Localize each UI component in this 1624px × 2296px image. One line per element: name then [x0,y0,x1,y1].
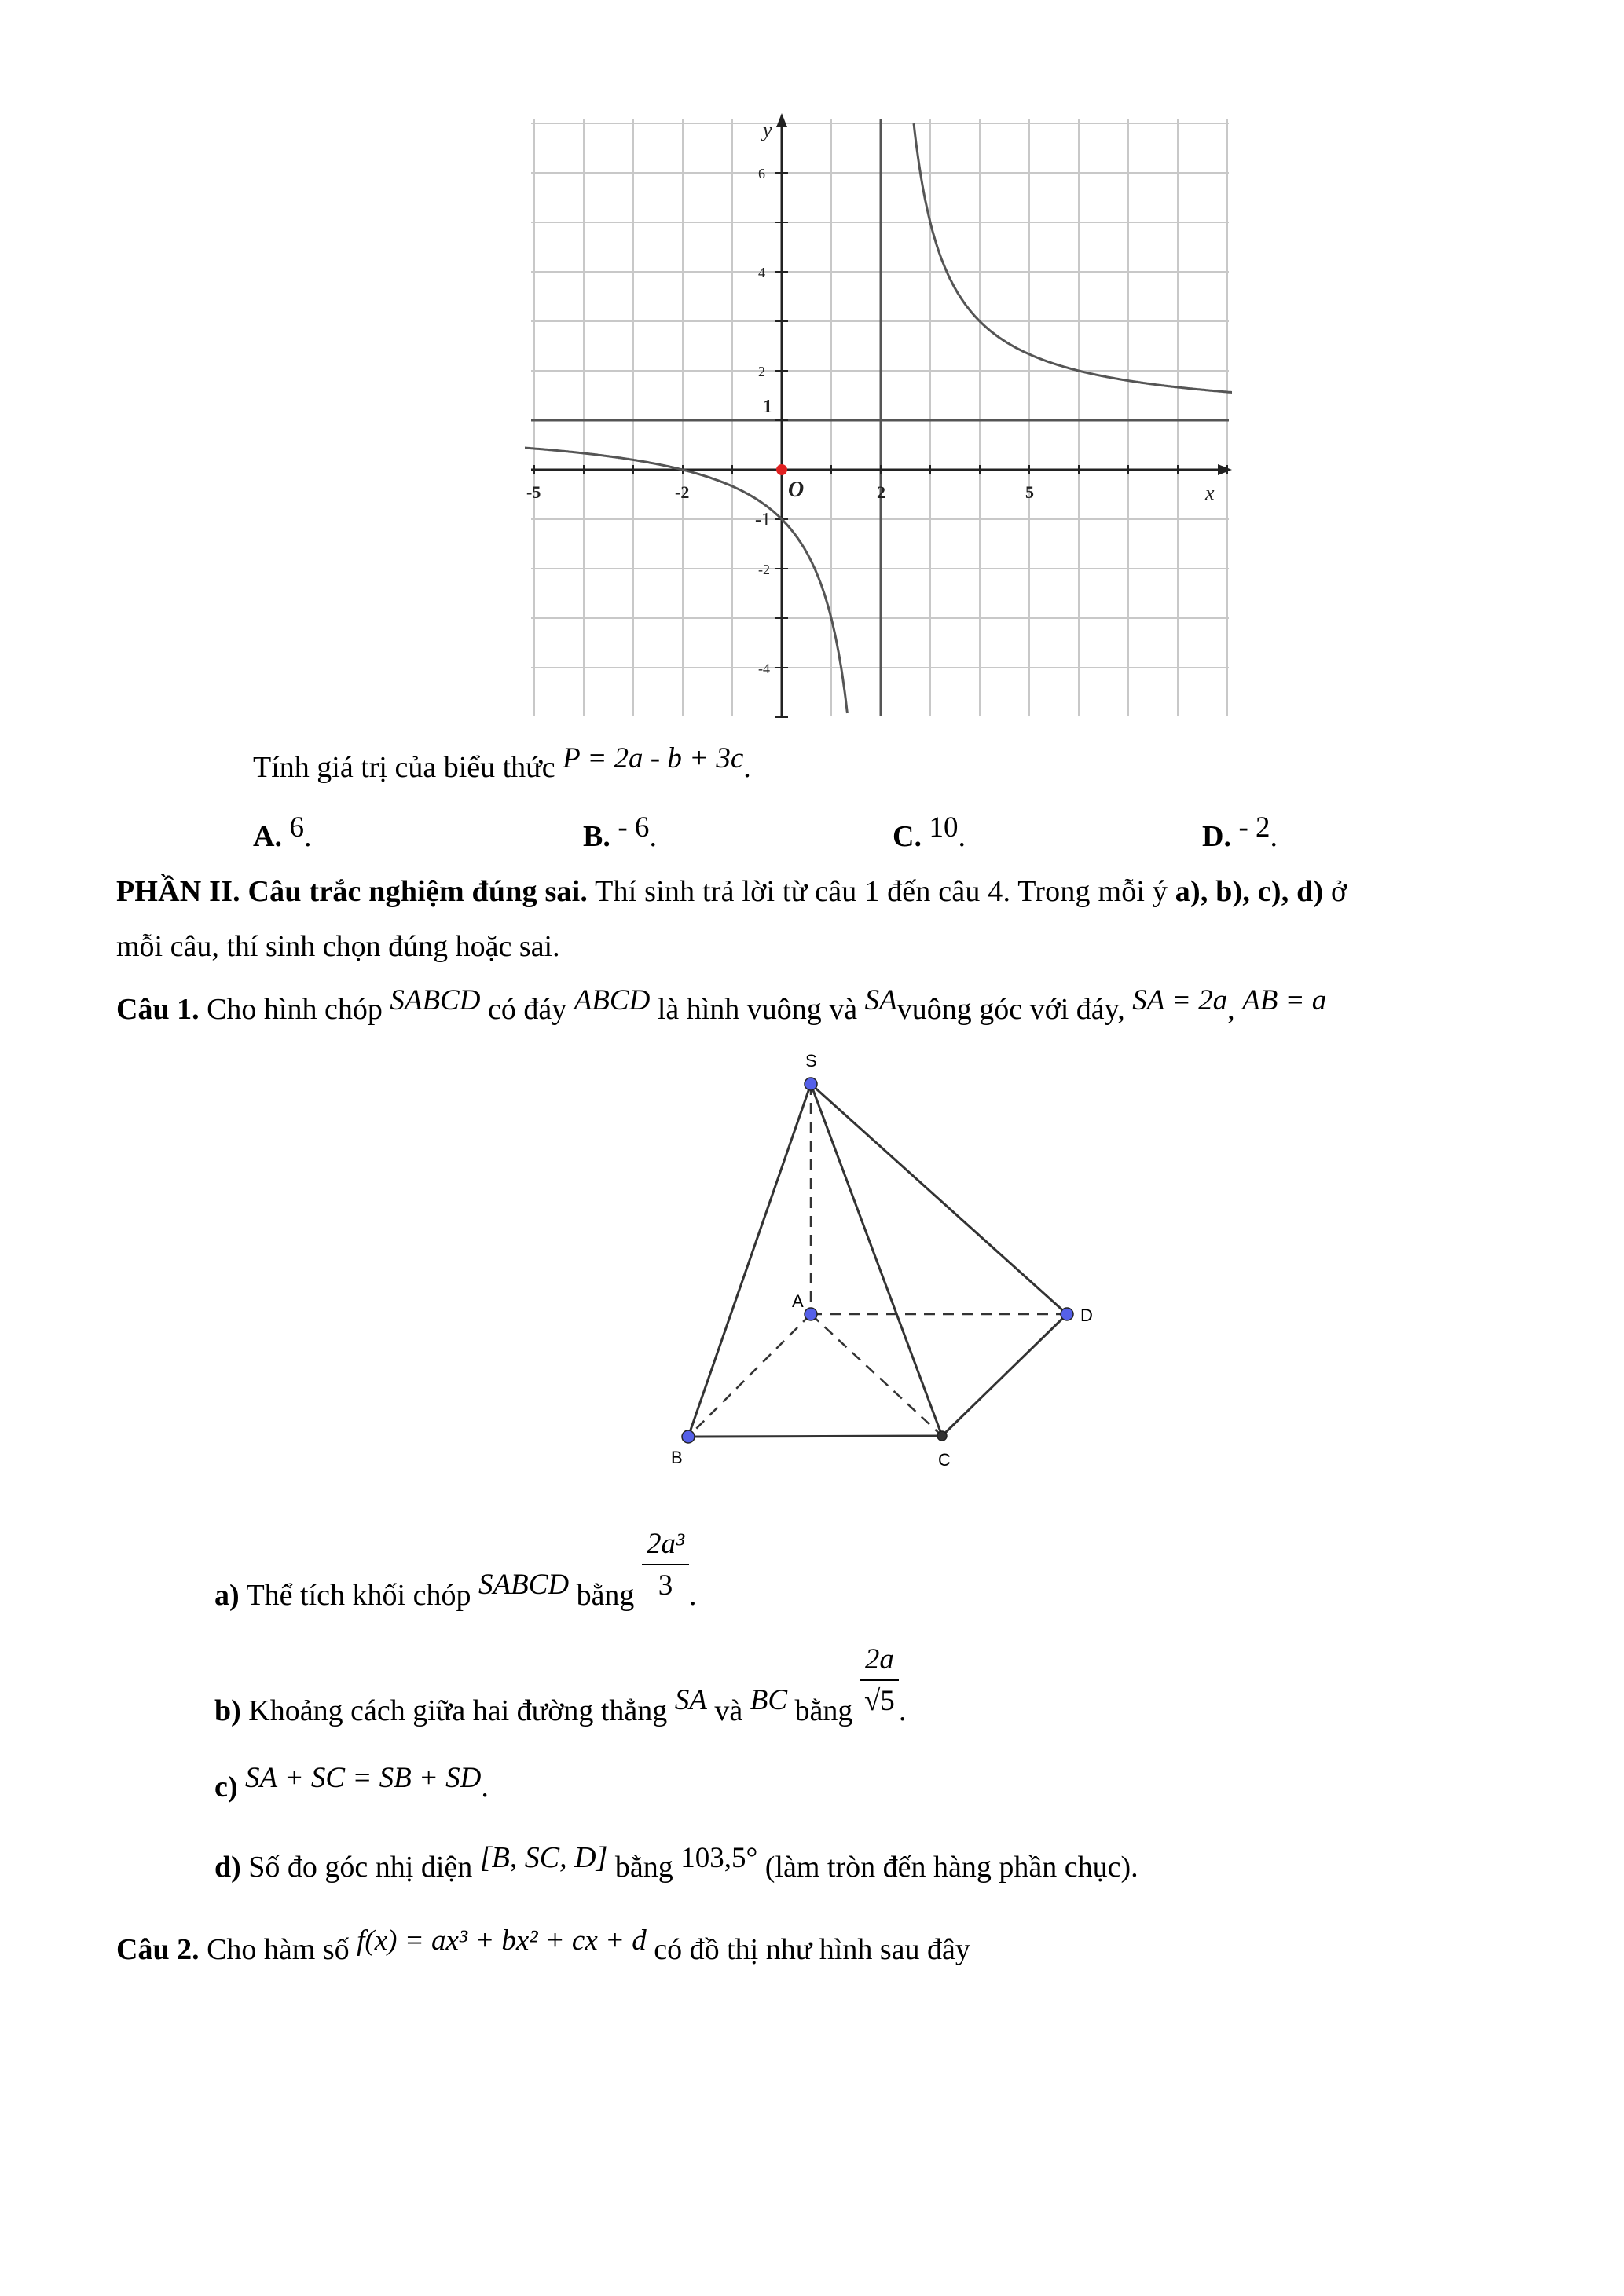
y-tick-label: -1 [755,510,771,530]
item-c-label: c) [214,1771,238,1803]
question-text: Tính giá trị của biểu thức [253,751,555,784]
function-graph [525,110,1232,723]
choice-b-value: - 6 [618,811,650,844]
q1-text-3: là hình vuông và [650,993,865,1026]
item-a-text-2: bằng [569,1578,642,1612]
item-b-fraction [860,1642,899,1718]
item-b-text-2: và [706,1694,750,1727]
choice-d-end: . [1270,820,1278,853]
part2-line2: mỗi câu, thí sinh chọn đúng hoặc sai. [116,930,560,963]
x-tick-label: 5 [1025,482,1034,502]
choice-c-letter: C. [893,820,922,853]
choice-b-letter: B. [583,820,610,853]
label-s: S [805,1053,817,1071]
y-axis-arrow [776,113,787,127]
x-axis-arrow [1218,464,1232,475]
question-line [253,742,751,785]
item-b-label: b) [214,1694,241,1727]
y-tick-label: 2 [758,364,765,379]
choice-a-letter: A. [253,820,282,853]
item-b-math-bc: BC [750,1683,788,1716]
q2-text-2: có đồ thị như hình sau đây [646,1933,970,1966]
vertex-d [1061,1308,1073,1320]
x-tick-label: -2 [675,482,690,502]
y-tick-label: 1 [763,397,772,417]
origin-label: O [788,478,805,502]
edge-cd [942,1314,1067,1436]
q2-label: Câu 2. [116,1933,200,1966]
item-a-numerator: 2a³ [642,1527,689,1565]
choice-c-end: . [958,820,966,853]
item-d-expression: [B, SC, D] [479,1841,608,1874]
vertex-c [937,1431,947,1441]
item-a [214,1528,697,1612]
vertex-a [805,1308,817,1320]
q1-label: Câu 1. [116,993,200,1026]
item-a-end: . [689,1578,697,1612]
edge-ab [688,1314,811,1437]
y-tick-label: -4 [758,661,770,676]
x-tick-label: -5 [526,482,541,502]
q1-math-sa-eq: SA = 2a [1132,984,1228,1016]
item-c-expression: SA + SC = SB + SD [245,1762,482,1794]
label-d: D [1080,1305,1093,1325]
question-end: . [743,751,751,784]
curve-right-branch [914,123,1232,392]
q1-text-1: Cho hình chóp [199,993,390,1026]
item-c-end: . [481,1771,489,1803]
part2-items: a), b), c), d) [1175,875,1324,908]
vertex-b [682,1430,695,1443]
item-a-label: a) [214,1578,240,1612]
item-b-end: . [898,1694,907,1727]
choice-a[interactable] [253,811,312,854]
vertex-s [805,1078,817,1090]
choice-d-letter: D. [1202,820,1231,853]
y-axis-label: y [763,119,772,141]
choice-a-end: . [303,820,312,853]
item-d-label: d) [214,1851,241,1884]
choice-d-value: - 2 [1238,811,1270,844]
part2-text2: ở [1323,875,1347,908]
item-d-value: 103,5° [680,1842,758,1874]
y-tick-label: 4 [758,265,765,280]
item-d-text-2: bằng [607,1851,681,1884]
choice-c[interactable] [893,811,966,854]
q1-text-5: , [1227,993,1243,1026]
edge-sb [688,1084,811,1437]
q1-math-sa: SA [864,984,897,1016]
item-b-text: Khoảng cách giữa hai đường thẳng [240,1694,675,1727]
item-c [214,1762,489,1804]
q1-text-2: có đáy [480,993,574,1026]
pyramid-figure [644,1053,1131,1492]
item-b-math-sa: SA [674,1683,707,1716]
label-c: C [938,1450,951,1470]
q2-text-1: Cho hàm số [199,1933,357,1966]
q2-function: f(x) = ax³ + bx² + cx + d [357,1924,647,1957]
question-expression: P = 2a - b + 3c [563,742,744,774]
item-a-fraction [642,1527,689,1602]
item-b-text-3: bằng [787,1694,860,1727]
graph-svg [525,110,1232,723]
edge-sc [811,1084,942,1436]
item-a-math: SABCD [478,1568,570,1601]
q1-math-abcd: ABCD [574,984,651,1016]
q1-math-ab-eq: AB = a [1242,984,1327,1016]
y-tick-label: -2 [758,562,770,577]
item-a-denominator: 3 [658,1569,673,1602]
choice-d[interactable] [1202,811,1278,854]
label-b: B [671,1448,683,1467]
edge-sd [811,1084,1067,1314]
item-d [214,1841,1138,1884]
question-2-line [116,1924,970,1967]
item-b-numerator: 2a [860,1642,899,1681]
q1-text-4: vuông góc với đáy, [896,993,1133,1026]
part2-text1: Thí sinh trả lời từ câu 1 đến câu 4. Trong mỗi ý [588,875,1175,908]
item-d-text: Số đo góc nhị diện [240,1851,480,1884]
x-axis-label: x [1205,482,1215,504]
part2-line1 [116,874,1347,909]
item-b-denominator: √5 [864,1685,895,1717]
edge-ac [811,1314,942,1436]
item-d-text-3: (làm tròn đến hàng phần chục). [757,1851,1138,1884]
pyramid-svg [644,1053,1131,1492]
choice-a-value: 6 [289,811,304,844]
choice-b-end: . [649,820,657,853]
choice-b[interactable] [583,811,657,854]
q1-math-sabcd: SABCD [390,984,481,1016]
question-1-line [116,984,1327,1027]
choice-c-value: 10 [929,811,959,844]
item-a-text: Thể tích khối chóp [239,1578,478,1612]
x-tick-label: 2 [877,482,885,502]
part2-title: PHẦN II. Câu trắc nghiệm đúng sai. [116,875,588,908]
edge-bc [688,1436,942,1437]
y-tick-label: 6 [758,166,765,181]
origin-point [776,464,787,475]
item-b [214,1643,907,1727]
label-a: A [792,1291,804,1311]
